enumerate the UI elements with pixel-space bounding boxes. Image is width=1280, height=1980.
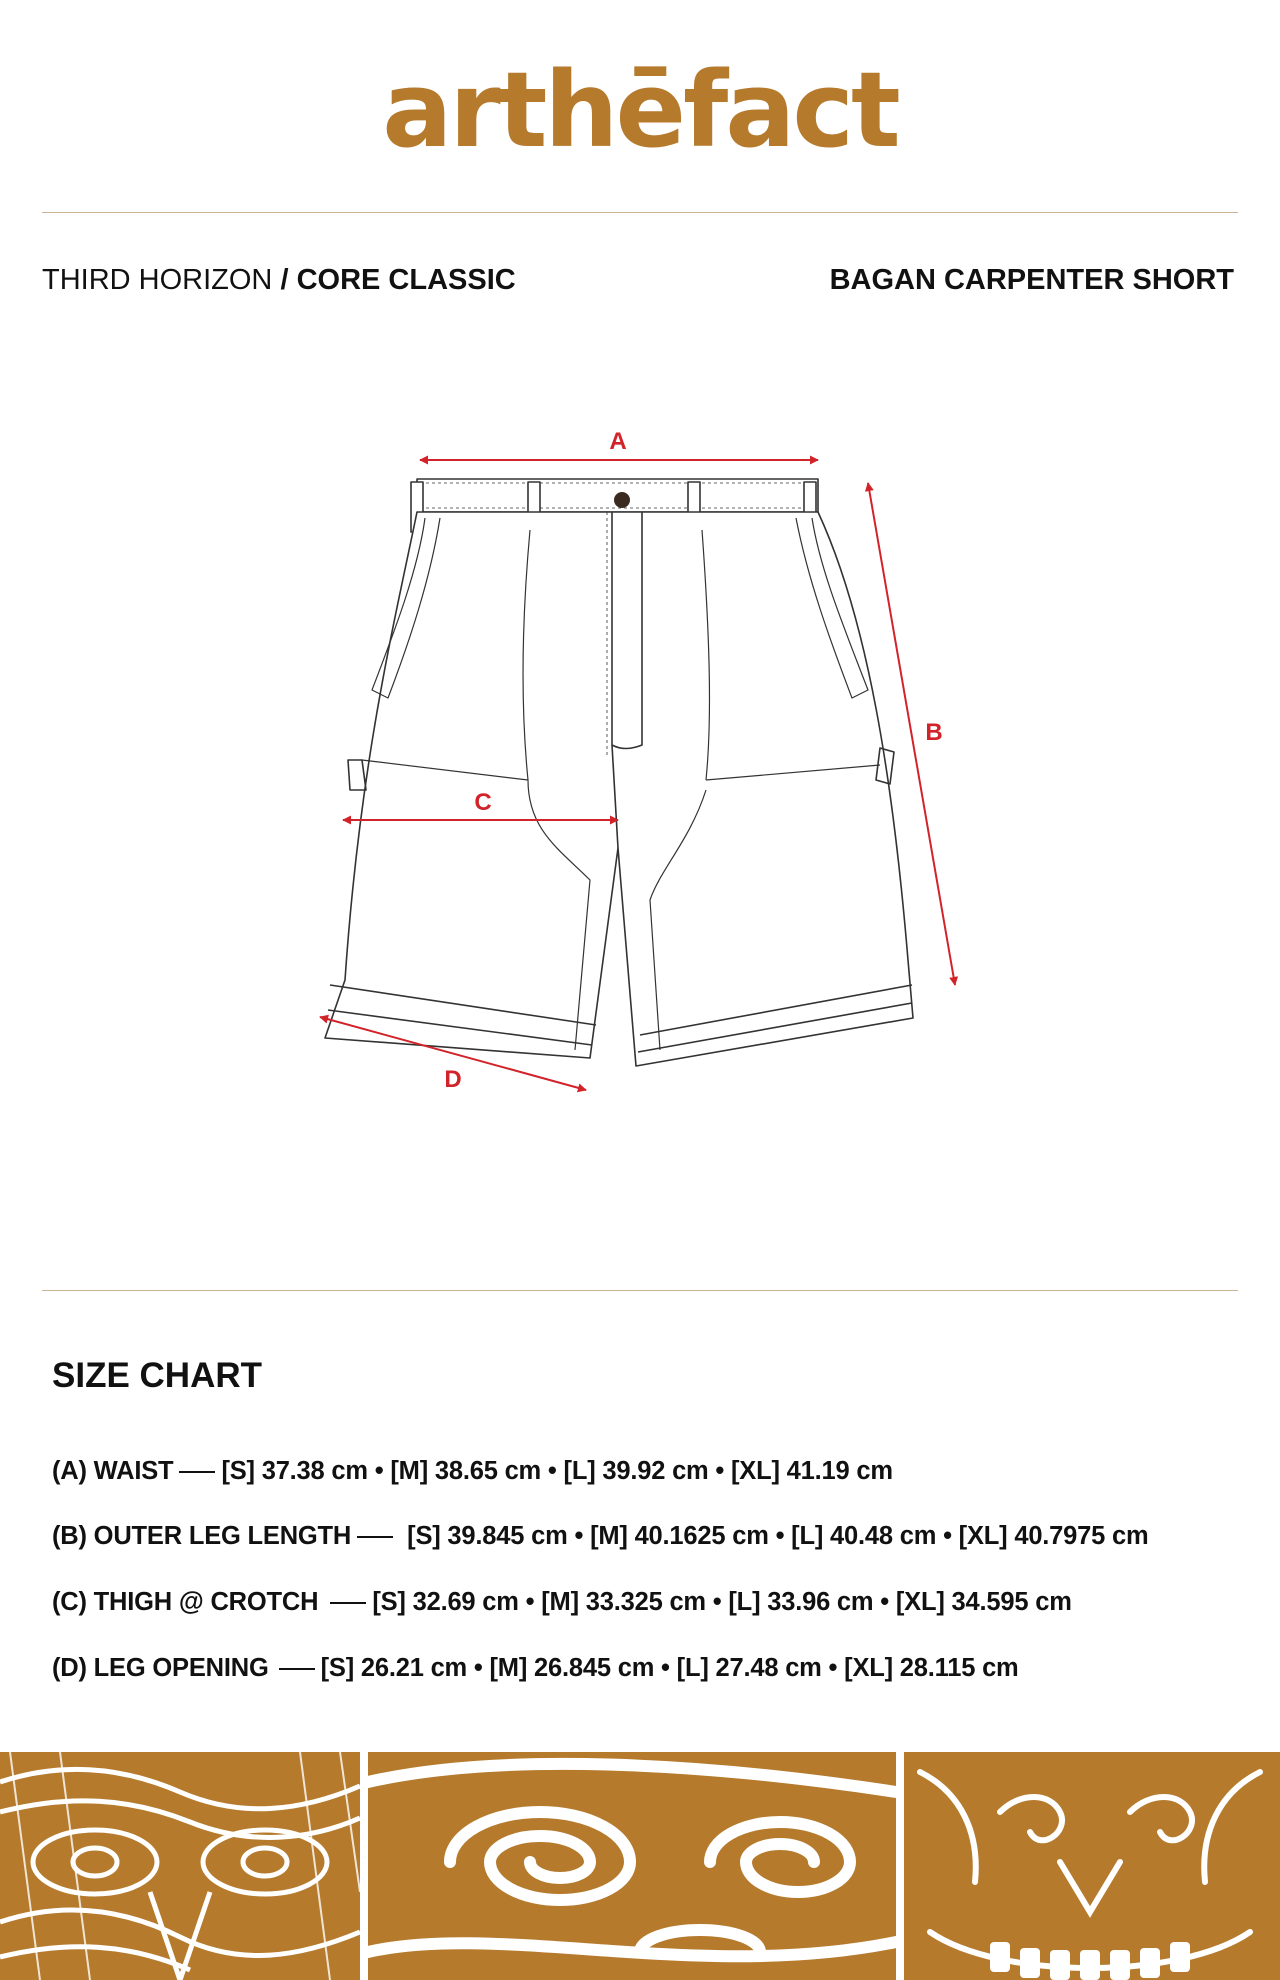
size-row-label: (C) THIGH @ CROTCH (52, 1588, 319, 1616)
spiral-wave-pattern (368, 1752, 896, 1980)
ornamental-mask-pattern (904, 1752, 1280, 1980)
dash-separator (330, 1602, 366, 1604)
size-row-thigh (52, 1590, 1072, 1616)
size-row-waist (52, 1459, 893, 1485)
label-a: A (609, 428, 627, 455)
shorts-outline (325, 479, 913, 1066)
label-c: C (474, 789, 492, 816)
size-row-label: (D) LEG OPENING (52, 1654, 269, 1682)
woodcut-faces-pattern (0, 1752, 360, 1980)
collection-label: THIRD HORIZON (42, 264, 273, 296)
footer-pattern-band (0, 1752, 1280, 1980)
brand-logo: arthēfact (382, 49, 898, 171)
size-row-leg-opening (52, 1656, 1019, 1682)
size-chart-title: SIZE CHART (52, 1356, 262, 1395)
label-b: B (925, 719, 943, 746)
label-d: D (444, 1066, 462, 1093)
size-row-outer-leg (52, 1524, 1148, 1550)
product-name: BAGAN CARPENTER SHORT (829, 264, 1234, 296)
size-row-label: (A) WAIST (52, 1457, 174, 1485)
dash-separator (279, 1668, 315, 1670)
size-row-values: [S] 32.69 cm • [M] 33.325 cm • [L] 33.96 cm • [XL] 34.595 cm (372, 1588, 1072, 1616)
section-divider (42, 1290, 1238, 1291)
size-row-label: (B) OUTER LEG LENGTH (52, 1522, 352, 1550)
size-row-values: [S] 37.38 cm • [M] 38.65 cm • [L] 39.92 cm • [XL] 41.19 cm (221, 1457, 893, 1485)
size-row-values: [S] 26.21 cm • [M] 26.845 cm • [L] 27.48 cm • [XL] 28.115 cm (320, 1654, 1019, 1682)
size-row-values: [S] 39.845 cm • [M] 40.1625 cm • [L] 40.48 cm • [XL] 40.7975 cm (407, 1522, 1149, 1550)
dash-separator (179, 1471, 215, 1473)
dash-separator (357, 1536, 393, 1538)
line-label: CORE CLASSIC (296, 264, 516, 296)
collection-separator: / (280, 264, 289, 296)
